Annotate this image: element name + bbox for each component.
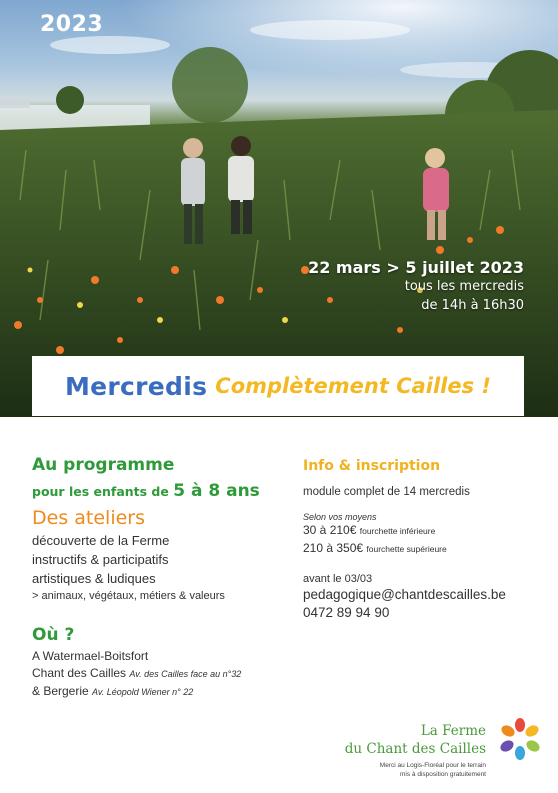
title-part-2: Complètement Cailles ! <box>215 374 492 398</box>
date-range: 22 mars > 5 juillet 2023 <box>308 258 524 277</box>
logo-line-1: La Ferme <box>420 723 486 739</box>
deadline-text: avant le 03/03 <box>303 573 373 585</box>
price-range-2: 210 à 350€ <box>303 541 364 555</box>
workshop-line: artistiques & ludiques <box>32 571 156 586</box>
year-label: 2023 <box>40 12 104 37</box>
workshop-topics: > animaux, végétaux, métiers & valeurs <box>32 590 225 602</box>
audience-ages: 5 à 8 ans <box>173 481 260 501</box>
where-line-2 <box>32 665 292 683</box>
where-line-3 <box>32 683 292 701</box>
where-address-2: Av. Léopold Wiener n° 22 <box>92 687 194 697</box>
price-range-1: 30 à 210€ <box>303 523 357 537</box>
flower-logo-icon <box>498 717 542 761</box>
workshops-list <box>32 531 292 605</box>
hours-text: de 14h à 16h30 <box>421 298 524 313</box>
price-row-1 <box>303 522 533 540</box>
where-place-1: Chant des Cailles <box>32 666 127 680</box>
title-banner <box>32 356 524 416</box>
where-address-1: Av. des Cailles face au n°32 <box>129 669 242 679</box>
farm-logo-text <box>300 722 486 758</box>
price-note-2: fourchette supérieure <box>366 544 447 554</box>
means-label: Selon vos moyens <box>303 512 377 522</box>
where-heading: Où ? <box>32 625 75 645</box>
price-note-1: fourchette inférieure <box>359 526 436 536</box>
workshop-line: découverte de la Ferme <box>32 533 170 548</box>
workshops-heading: Des ateliers <box>32 507 145 529</box>
where-block <box>32 648 292 701</box>
info-column <box>303 458 533 620</box>
frequency-text: tous les mercredis <box>404 279 524 294</box>
email-link[interactable]: pedagogique@chantdescailles.be <box>303 587 506 602</box>
thanks-line-1: Merci au Logis-Floréal pour le terrain <box>379 762 486 769</box>
workshop-line: instructifs & participatifs <box>32 552 169 567</box>
program-column <box>32 455 292 701</box>
where-line-1: A Watermael-Boitsfort <box>32 649 149 663</box>
module-text: module complet de 14 mercredis <box>303 486 470 498</box>
audience-line <box>32 481 292 501</box>
where-place-2: & Bergerie <box>32 684 89 698</box>
info-heading: Info & inscription <box>303 458 441 474</box>
logo-line-2: du Chant des Cailles <box>344 741 486 757</box>
thanks-line-2: mis à disposition gratuitement <box>400 771 486 778</box>
phone-link[interactable]: 0472 89 94 90 <box>303 605 390 620</box>
price-row-2 <box>303 540 533 558</box>
title-part-1: Mercredis <box>64 371 208 401</box>
thanks-note <box>330 761 486 779</box>
program-heading: Au programme <box>32 455 175 475</box>
audience-prefix: pour les enfants de <box>32 484 169 499</box>
date-block <box>308 258 524 315</box>
